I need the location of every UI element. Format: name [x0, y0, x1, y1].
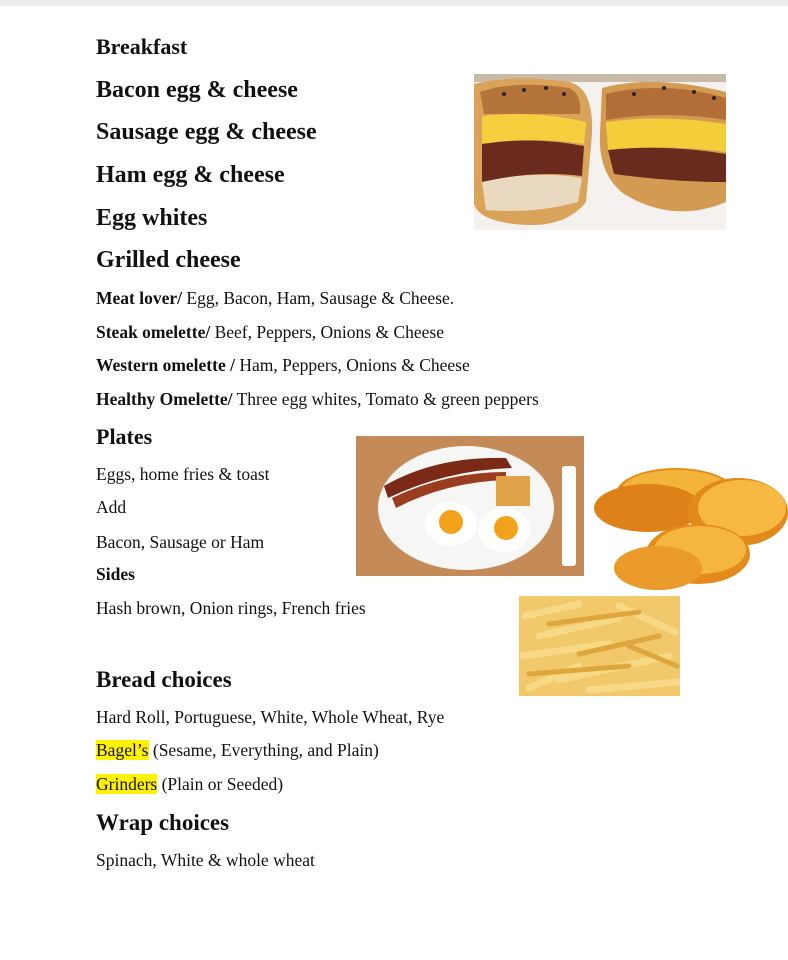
- bagel-line: [96, 742, 379, 760]
- omelette-name: Steak omelette/: [96, 322, 211, 342]
- bread-heading: Bread choices: [96, 667, 232, 692]
- omelette-desc: Egg, Bacon, Ham, Sausage & Cheese.: [182, 288, 455, 308]
- add-label: Add: [96, 497, 127, 517]
- grinders-line: [96, 776, 283, 794]
- menu-item-egg-whites: Egg whites: [96, 205, 208, 231]
- omelette-desc: Beef, Peppers, Onions & Cheese: [210, 322, 444, 342]
- omelette-desc: Three egg whites, Tomato & green peppers: [232, 389, 539, 409]
- omelette-name: Western omelette /: [96, 355, 235, 375]
- hash-brown-photo: [588, 446, 788, 592]
- wrap-items: Spinach, White & whole wheat: [96, 850, 315, 870]
- omelette-steak: [96, 324, 444, 342]
- add-options: Bacon, Sausage or Ham: [96, 532, 265, 552]
- omelette-western: [96, 357, 470, 375]
- wrap-heading: Wrap choices: [96, 810, 230, 835]
- grinders-highlight: Grinders: [96, 774, 158, 794]
- bread-items: Hard Roll, Portuguese, White, Whole Wheat, Rye: [96, 707, 445, 727]
- omelette-meat-lover: [96, 290, 454, 308]
- omelette-healthy: [96, 391, 539, 409]
- sides-items: Hash brown, Onion rings, French fries: [96, 598, 366, 618]
- menu-item-bacon-egg-cheese: Bacon egg & cheese: [96, 77, 298, 103]
- menu-item-grilled-cheese: Grilled cheese: [96, 247, 241, 273]
- sides-heading: Sides: [96, 564, 135, 584]
- top-divider: [0, 0, 788, 6]
- french-fries-photo: [519, 596, 680, 696]
- plates-heading: Plates: [96, 424, 153, 449]
- bagel-rest: (Sesame, Everything, and Plain): [148, 740, 379, 760]
- menu-item-sausage-egg-cheese: Sausage egg & cheese: [96, 119, 317, 145]
- omelette-name: Healthy Omelette/: [96, 389, 233, 409]
- omelette-name: Meat lover/: [96, 288, 182, 308]
- breakfast-heading: Breakfast: [96, 34, 188, 59]
- breakfast-plate-photo: [356, 436, 584, 576]
- plates-item: Eggs, home fries & toast: [96, 464, 270, 484]
- grinders-rest: (Plain or Seeded): [157, 774, 284, 794]
- bagel-highlight: Bagel’s: [96, 740, 149, 760]
- omelette-desc: Ham, Peppers, Onions & Cheese: [234, 355, 470, 375]
- menu-item-ham-egg-cheese: Ham egg & cheese: [96, 162, 285, 188]
- bagel-sandwich-photo: [474, 74, 726, 230]
